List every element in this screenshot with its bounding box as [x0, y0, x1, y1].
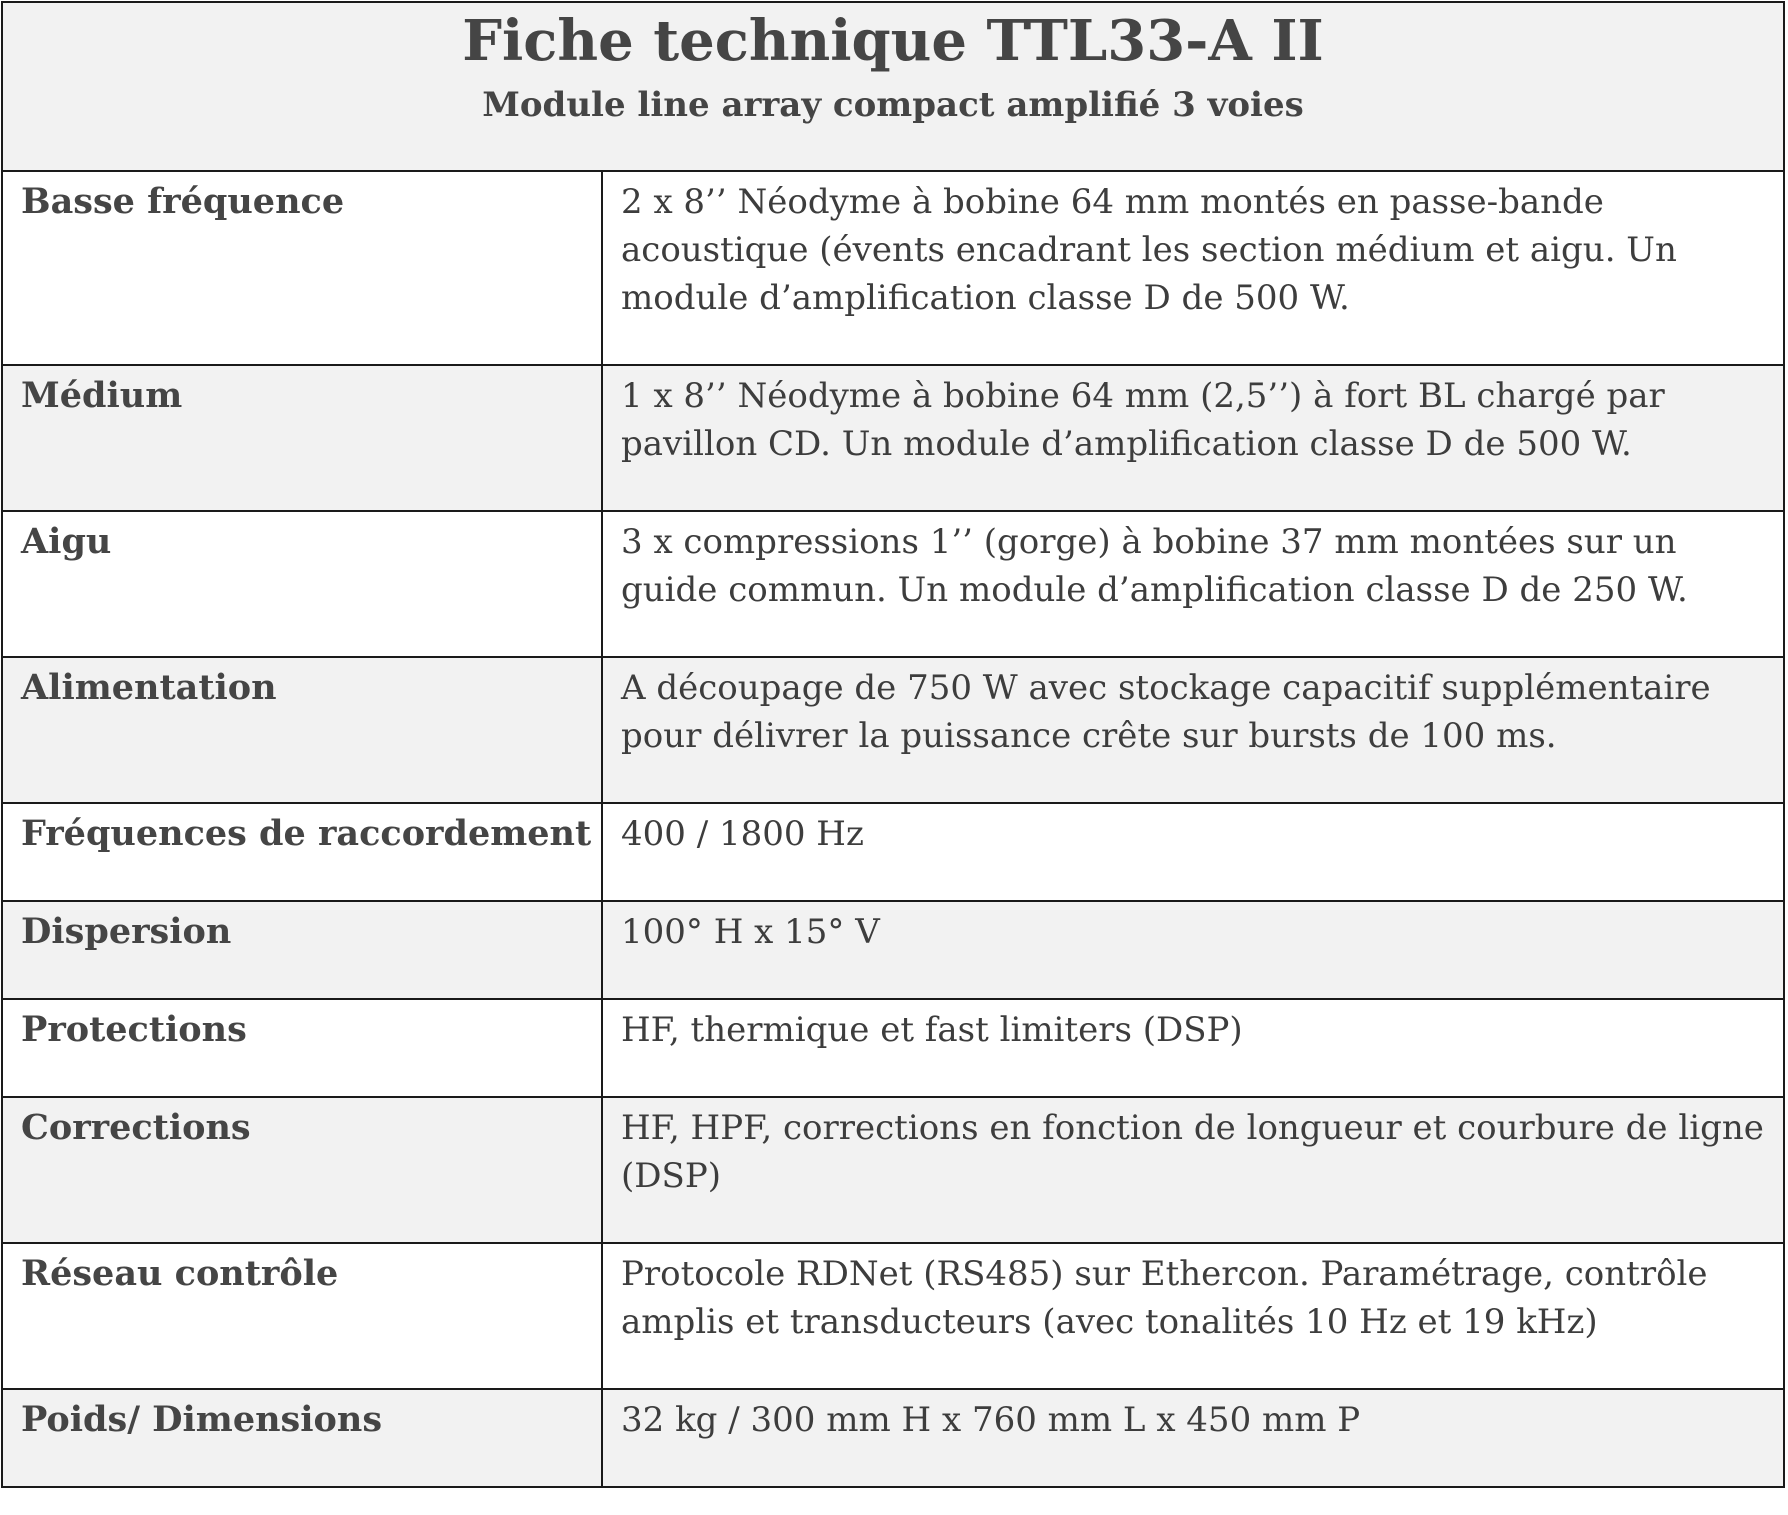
- spec-row-medium: [3, 366, 1783, 512]
- spec-row-aigu: [3, 512, 1783, 658]
- page-title: Fiche technique TTL33-A II: [462, 8, 1324, 74]
- spec-label: Médium: [3, 366, 603, 510]
- page-subtitle: Module line array compact amplifié 3 voies: [482, 85, 1304, 125]
- spec-label: Basse fréquence: [3, 172, 603, 364]
- spec-value: 2 x 8’’ Néodyme à bobine 64 mm montés en passe-bande acoustique (évents encadrant les section médium et aigu. Un module d’amplification classe D de 500 W.: [621, 182, 1677, 318]
- spec-label: Poids/ Dimensions: [3, 1390, 603, 1486]
- spec-value: A découpage de 750 W avec stockage capacitif supplémentaire pour délivrer la puissance crête sur bursts de 100 ms.: [621, 668, 1711, 756]
- sheet-header: [3, 3, 1783, 172]
- spec-value: Protocole RDNet (RS485) sur Ethercon. Paramétrage, contrôle amplis et transducteurs (avec tonalités 10 Hz et 19 kHz): [621, 1254, 1708, 1342]
- spec-row-reseau-controle: [3, 1244, 1783, 1390]
- spec-row-protections: [3, 1000, 1783, 1098]
- spec-value: 100° H x 15° V: [621, 912, 880, 952]
- spec-value: 1 x 8’’ Néodyme à bobine 64 mm (2,5’’) à fort BL chargé par pavillon CD. Un module d’amplification classe D de 500 W.: [621, 376, 1665, 464]
- spec-label: Alimentation: [3, 658, 603, 802]
- spec-sheet-table: [1, 1, 1785, 1488]
- spec-row-basse-frequence: [3, 172, 1783, 366]
- spec-label: Protections: [3, 1000, 603, 1096]
- spec-value: 400 / 1800 Hz: [621, 814, 864, 854]
- spec-label: Fréquences de raccordement: [3, 804, 603, 900]
- spec-value: 32 kg / 300 mm H x 760 mm L x 450 mm P: [621, 1400, 1361, 1440]
- spec-value: HF, HPF, corrections en fonction de longueur et courbure de ligne (DSP): [621, 1108, 1764, 1196]
- spec-row-poids-dimensions: [3, 1390, 1783, 1486]
- spec-label: Corrections: [3, 1098, 603, 1242]
- spec-label: Dispersion: [3, 902, 603, 998]
- spec-value: HF, thermique et fast limiters (DSP): [621, 1010, 1243, 1050]
- spec-row-frequences-raccordement: [3, 804, 1783, 902]
- spec-value: 3 x compressions 1’’ (gorge) à bobine 37 mm montées sur un guide commun. Un module d’amplification classe D de 250 W.: [621, 522, 1688, 610]
- spec-label: Aigu: [3, 512, 603, 656]
- spec-label: Réseau contrôle: [3, 1244, 603, 1388]
- spec-row-alimentation: [3, 658, 1783, 804]
- spec-row-corrections: [3, 1098, 1783, 1244]
- spec-row-dispersion: [3, 902, 1783, 1000]
